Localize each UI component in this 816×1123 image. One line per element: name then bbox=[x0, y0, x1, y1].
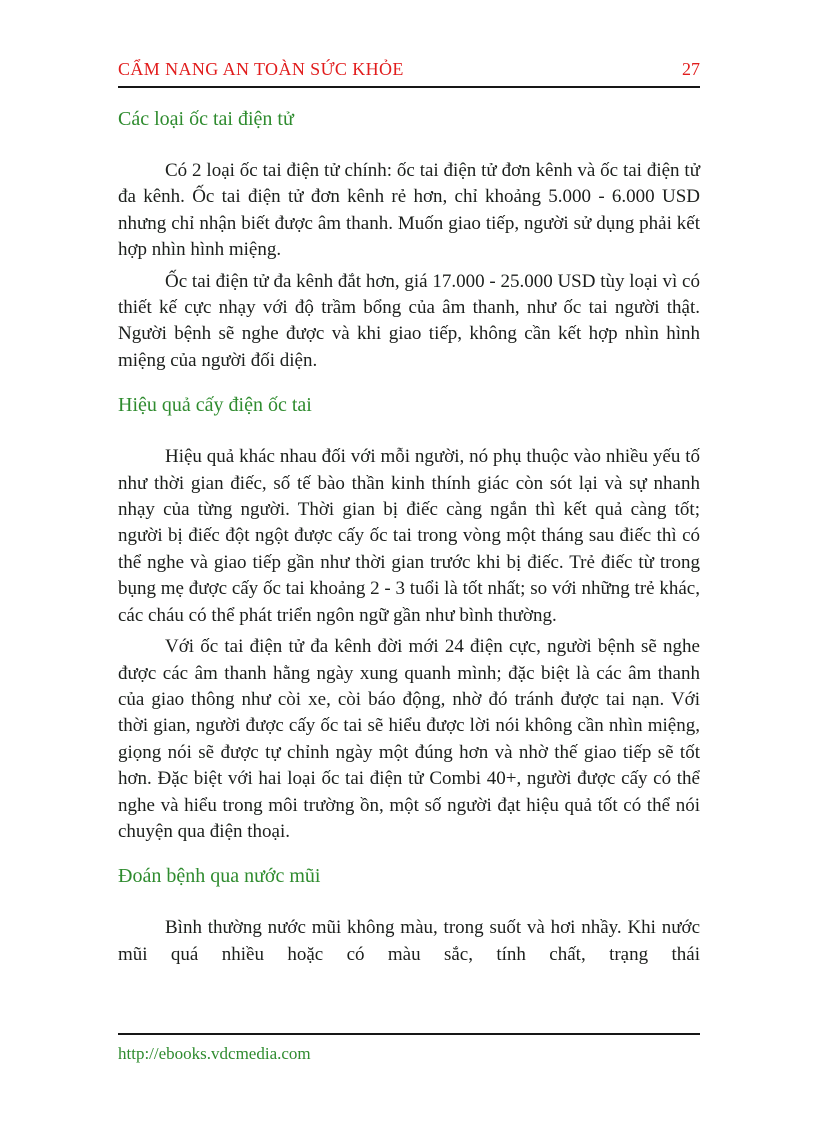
section-hieu-qua-cay-dien bbox=[118, 392, 700, 845]
paragraph: Bình thường nước mũi không màu, trong suốt và hơi nhầy. Khi nước mũi quá nhiều hoặc có màu sắc, tính chất, trạng thái bbox=[118, 917, 700, 965]
section-oc-tai-dien-tu bbox=[118, 106, 700, 374]
page-number: 27 bbox=[682, 59, 700, 79]
paragraph: Hiệu quả khác nhau đối với mỗi người, nó phụ thuộc vào nhiều yếu tố như thời gian điếc, số tế bào thần kinh thính giác còn sót lại và sự nhanh nhạy của từng người. Thời gian bị điếc càng ngắn thì kết quả càng tốt; người bị điếc đột ngột được cấy ốc tai trong vòng một tháng sau điếc thì có thể nghe và giao tiếp gần như thời gian trước khi bị điếc. Trẻ điếc từ trong bụng mẹ được cấy ốc tai khoảng 2 - 3 tuổi là tốt nhất; so với những trẻ khác, các cháu có thể phát triển ngôn ngữ gần như bình thường. bbox=[118, 446, 700, 626]
page-header bbox=[118, 57, 700, 88]
section-heading: Đoán bệnh qua nước mũi bbox=[118, 865, 321, 888]
paragraph: Có 2 loại ốc tai điện tử chính: ốc tai điện tử đơn kênh và ốc tai điện tử đa kênh. Ốc tai điện tử đơn kênh rẻ hơn, chỉ khoảng 5.000 - 6.000 USD nhưng chỉ nhận biết được âm thanh. Muốn giao tiếp, người sử dụng phải kết hợp nhìn hình miệng. bbox=[118, 160, 700, 261]
footer-url-link[interactable]: http://ebooks.vdcmedia.com bbox=[118, 1044, 311, 1063]
book-title: CẨM NANG AN TOÀN SỨC KHỎE bbox=[118, 59, 404, 79]
section-heading: Hiệu quả cấy điện ốc tai bbox=[118, 394, 312, 417]
section-doan-benh-qua-nuoc-mui bbox=[118, 863, 700, 968]
section-heading: Các loại ốc tai điện tử bbox=[118, 108, 294, 130]
paragraph: Ốc tai điện tử đa kênh đắt hơn, giá 17.000 - 25.000 USD tùy loại vì có thiết kế cực nhạy với độ trầm bổng của âm thanh, như ốc tai người thật. Người bệnh sẽ nghe được và khi giao tiếp, không cần kết hợp nhìn hình miệng của người đối diện. bbox=[118, 270, 700, 371]
paragraph: Với ốc tai điện tử đa kênh đời mới 24 điện cực, người bệnh sẽ nghe được các âm thanh hằng ngày xung quanh mình; đặc biệt là các âm thanh của giao thông như còi xe, còi báo động, nhờ đó tránh được tai nạn. Với thời gian, người được cấy ốc tai sẽ hiểu được lời nói không cần nhìn miệng, giọng nói sẽ được tự chỉnh ngày một đúng hơn và nhờ thế giao tiếp sẽ tốt hơn. Đặc biệt với hai loại ốc tai điện tử Combi 40+, người được cấy có thể nghe và hiểu trong môi trường ồn, một số người đạt hiệu quả tốt có thể nói chuyện qua điện thoại. bbox=[118, 636, 700, 842]
page-footer bbox=[118, 1033, 700, 1064]
